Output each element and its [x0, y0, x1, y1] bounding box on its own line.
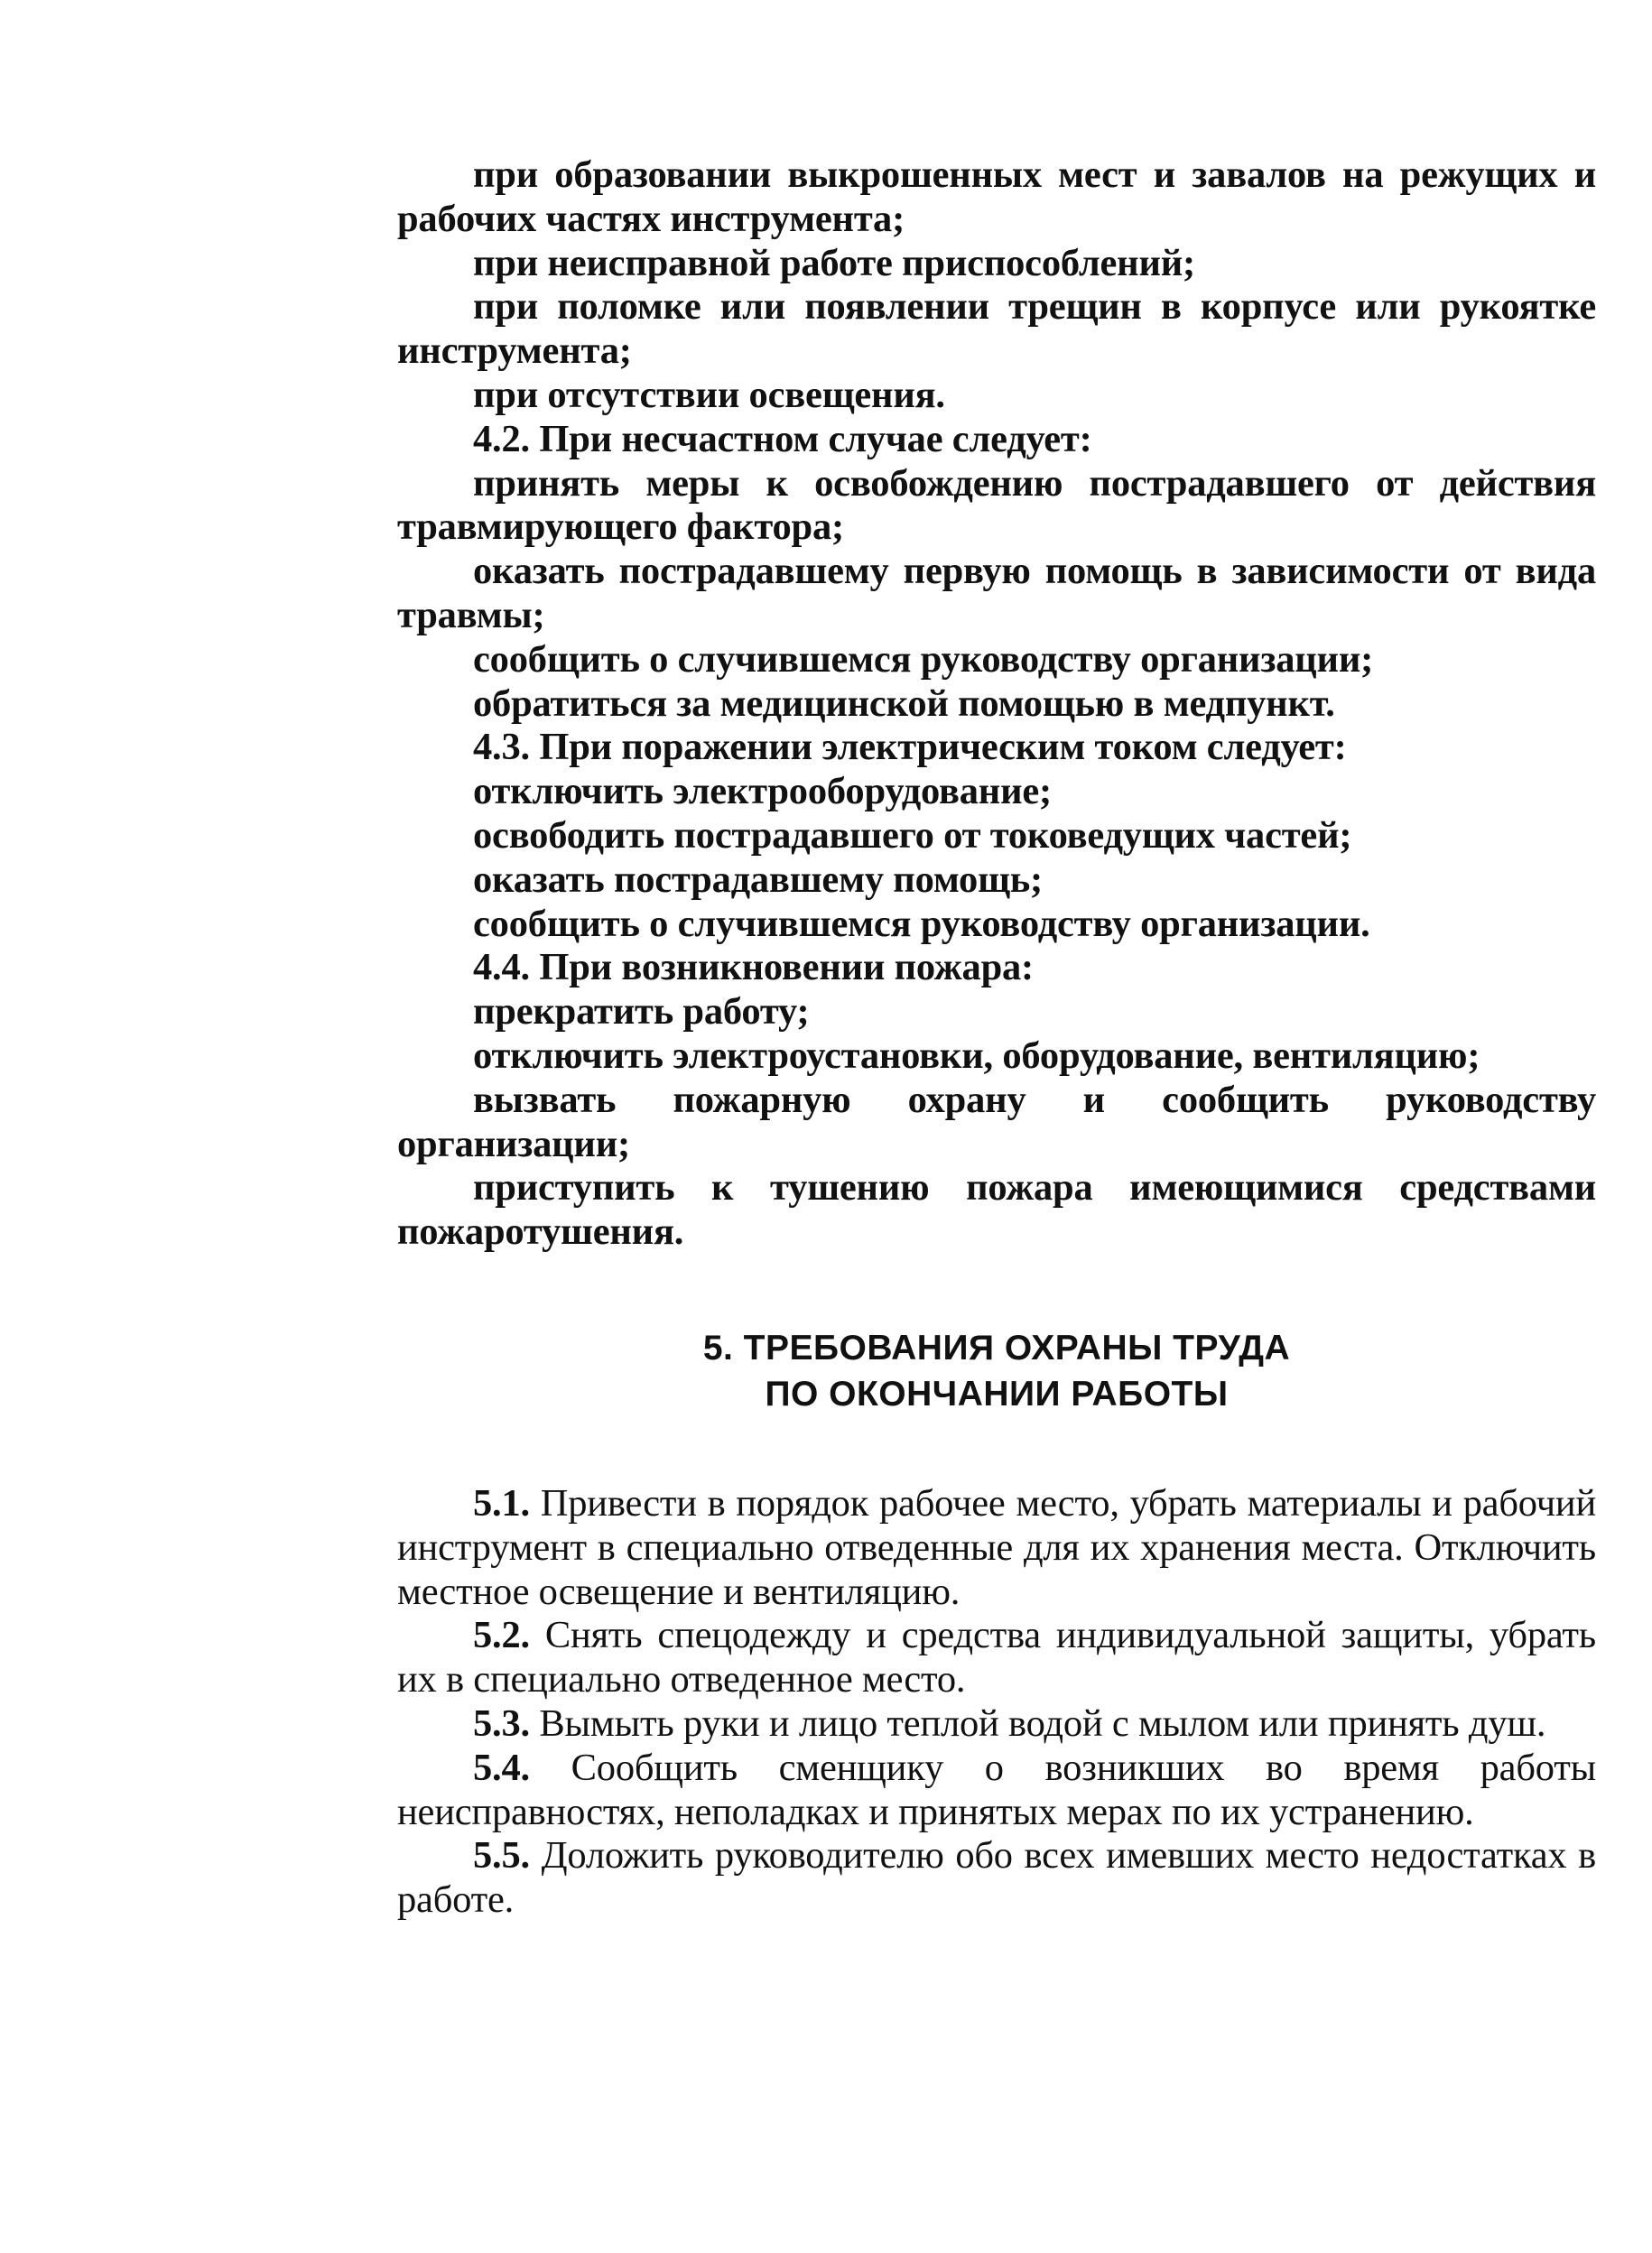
paragraph — [397, 990, 1596, 1034]
paragraph-text: при образовании выкрошенных мест и завалов на режущих и рабочих частях инструмента; — [397, 153, 1596, 240]
paragraph-text: Вымыть руки и лицо теплой водой с мылом или принять душ. — [539, 1701, 1546, 1745]
item-number: 5.2. — [473, 1614, 530, 1657]
paragraph — [397, 903, 1596, 947]
section-5-body — [397, 1482, 1596, 1923]
paragraph — [397, 153, 1596, 242]
paragraph-text: при поломке или появлении трещин в корпусе или рукоятке инструмента; — [397, 285, 1596, 373]
paragraph-text: освободить пострадавшего от токоведущих частей; — [473, 813, 1352, 857]
paragraph — [397, 285, 1596, 374]
paragraph-text: Привести в порядок рабочее место, убрать материалы и рабочий инструмент в специально отведенные для их хранения места. Отключить местное освещение и вентиляцию. — [397, 1481, 1596, 1613]
paragraph — [397, 726, 1596, 770]
paragraph-text: при отсутствии освещения. — [473, 373, 945, 416]
paragraph — [397, 770, 1596, 814]
paragraph — [397, 550, 1596, 638]
paragraph-text: приступить к тушению пожара имеющимися средствами пожаротушения. — [397, 1166, 1596, 1254]
paragraph-text: оказать пострадавшему первую помощь в зависимости от вида травмы; — [397, 550, 1596, 636]
paragraph-text: отключить электрооборудование; — [473, 770, 1052, 813]
paragraph-text: обратиться за медицинской помощью в медпункт. — [473, 681, 1335, 725]
paragraph-5-3 — [397, 1702, 1596, 1747]
paragraph-text: сообщить о случившемся руководству организации; — [473, 637, 1374, 681]
section-5-heading — [397, 1325, 1596, 1417]
paragraph — [397, 1079, 1596, 1167]
paragraph-text: прекратить работу; — [473, 990, 810, 1034]
paragraph-text: отключить электроустановки, оборудование, вентиляцию; — [473, 1034, 1480, 1077]
spacer — [397, 1255, 1596, 1325]
paragraph — [397, 242, 1596, 286]
paragraph — [397, 374, 1596, 418]
paragraph-text: Снять спецодежду и средства индивидуальной защиты, убрать их в специально отведенное место. — [397, 1614, 1596, 1701]
item-number: 5.4. — [473, 1746, 530, 1789]
paragraph — [397, 638, 1596, 682]
paragraph — [397, 814, 1596, 858]
paragraph-5-2 — [397, 1614, 1596, 1702]
paragraph — [397, 462, 1596, 551]
item-number: 5.3. — [473, 1701, 530, 1745]
paragraph — [397, 946, 1596, 990]
spacer — [397, 1417, 1596, 1482]
paragraph-5-5 — [397, 1834, 1596, 1923]
paragraph — [397, 1166, 1596, 1255]
paragraph-text: При поражении электрическим током следует: — [539, 726, 1347, 769]
paragraph-5-1 — [397, 1482, 1596, 1614]
paragraph — [397, 682, 1596, 727]
item-number: 4.4. — [473, 946, 530, 989]
document-page — [397, 153, 1596, 1923]
paragraph-text: при неисправной работе приспособлений; — [473, 241, 1195, 284]
section-4-continued — [397, 153, 1596, 1255]
item-number: 4.3. — [473, 726, 530, 769]
paragraph-text: При возникновении пожара: — [539, 946, 1035, 989]
paragraph-text: принять меры к освобождению пострадавшего от действия травмирующего фактора; — [397, 461, 1596, 549]
item-number: 5.1. — [473, 1481, 530, 1525]
paragraph-text: Доложить руководителю обо всех имевших место недостатках в работе. — [397, 1834, 1596, 1922]
paragraph-text: оказать пострадавшему помощь; — [473, 858, 1043, 901]
paragraph — [397, 418, 1596, 462]
paragraph-text: Сообщить сменщику о возникших во время работы неисправностях, неполадках и принятых мерах по их устранению. — [397, 1746, 1596, 1833]
paragraph-text: сообщить о случившемся руководству организации. — [473, 902, 1370, 945]
paragraph-5-4 — [397, 1747, 1596, 1835]
paragraph-text: вызвать пожарную охрану и сообщить руководству организации; — [397, 1078, 1596, 1165]
section-heading-line-2: ПО ОКОНЧАНИИ РАБОТЫ — [765, 1374, 1229, 1414]
paragraph — [397, 1034, 1596, 1079]
section-heading-line-1: 5. ТРЕБОВАНИЯ ОХРАНЫ ТРУДА — [702, 1328, 1291, 1368]
paragraph-text: При несчастном случае следует: — [539, 417, 1092, 460]
item-number: 4.2. — [473, 417, 530, 460]
item-number: 5.5. — [473, 1834, 530, 1878]
paragraph — [397, 858, 1596, 903]
